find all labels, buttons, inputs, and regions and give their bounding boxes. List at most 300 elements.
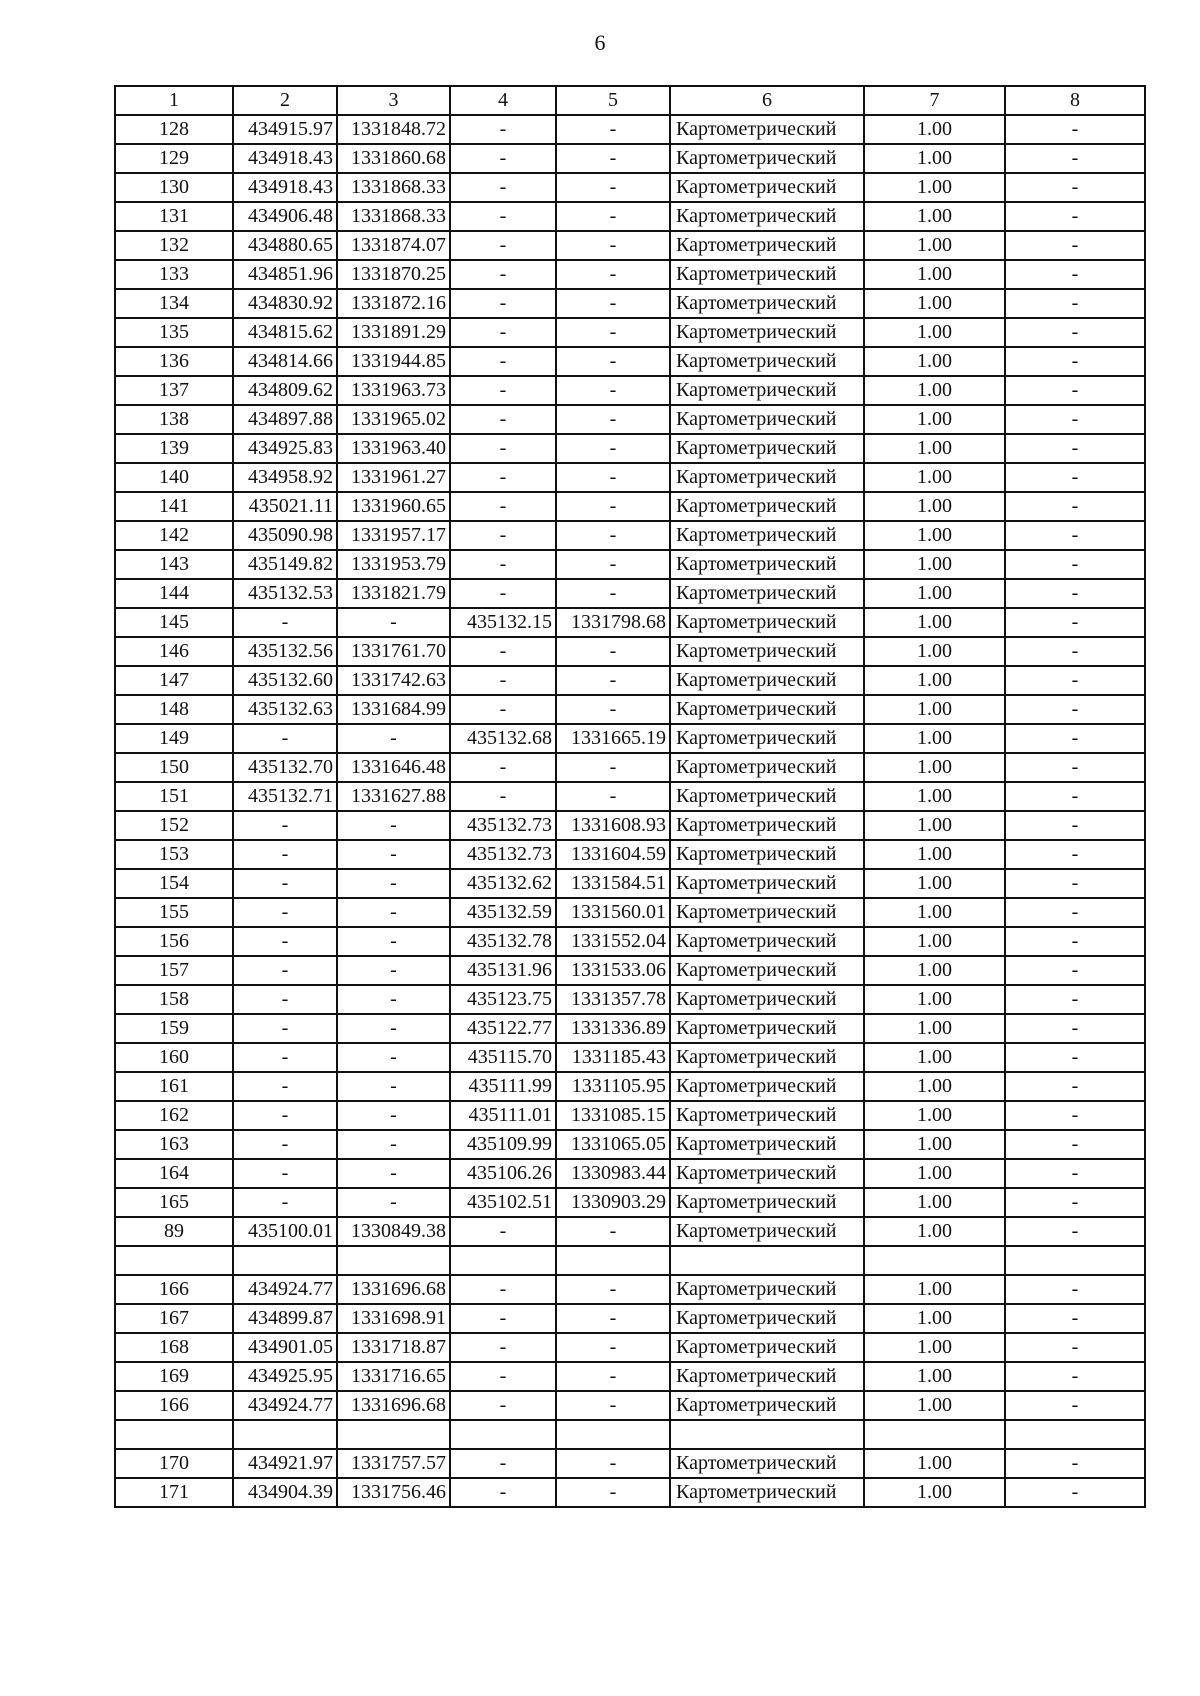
table-cell xyxy=(450,1420,556,1449)
table-cell: 1331868.33 xyxy=(337,202,450,231)
table-cell: Картометрический xyxy=(670,869,864,898)
table-cell: - xyxy=(556,1478,670,1507)
table-cell: 1.00 xyxy=(864,1449,1005,1478)
table-cell: 1331608.93 xyxy=(556,811,670,840)
table-row xyxy=(115,1072,1145,1101)
table-cell: 1331105.95 xyxy=(556,1072,670,1101)
table-cell: 144 xyxy=(115,579,233,608)
table-cell: 1.00 xyxy=(864,1072,1005,1101)
table-cell: Картометрический xyxy=(670,1217,864,1246)
table-cell: 147 xyxy=(115,666,233,695)
table-cell: 434851.96 xyxy=(233,260,337,289)
table-cell: Картометрический xyxy=(670,695,864,724)
table-row xyxy=(115,956,1145,985)
table-cell: - xyxy=(1005,376,1145,405)
table-cell xyxy=(115,1420,233,1449)
table-cell: - xyxy=(1005,1275,1145,1304)
table-cell: 434918.43 xyxy=(233,144,337,173)
table-row xyxy=(115,898,1145,927)
table-cell: - xyxy=(556,1275,670,1304)
table-cell: 152 xyxy=(115,811,233,840)
table-row xyxy=(115,724,1145,753)
table-cell: 1.00 xyxy=(864,1478,1005,1507)
table-row xyxy=(115,492,1145,521)
table-cell: 1331960.65 xyxy=(337,492,450,521)
table-row xyxy=(115,1246,1145,1275)
table-cell: - xyxy=(450,1304,556,1333)
table-cell: Картометрический xyxy=(670,898,864,927)
table-cell: - xyxy=(450,434,556,463)
table-cell: 1.00 xyxy=(864,521,1005,550)
table-cell xyxy=(864,1420,1005,1449)
table-cell: 435149.82 xyxy=(233,550,337,579)
table-cell: 1.00 xyxy=(864,1275,1005,1304)
table-row xyxy=(115,666,1145,695)
table-cell: - xyxy=(1005,1101,1145,1130)
table-cell: 148 xyxy=(115,695,233,724)
table-cell: 434815.62 xyxy=(233,318,337,347)
table-cell: - xyxy=(1005,347,1145,376)
table-cell: 1.00 xyxy=(864,753,1005,782)
table-cell xyxy=(1005,1246,1145,1275)
table-cell xyxy=(233,1246,337,1275)
table-row xyxy=(115,811,1145,840)
table-cell: 1.00 xyxy=(864,1188,1005,1217)
table-cell: 1331742.63 xyxy=(337,666,450,695)
table-cell: 130 xyxy=(115,173,233,202)
table-cell: Картометрический xyxy=(670,144,864,173)
table-cell: - xyxy=(337,1043,450,1072)
table-row xyxy=(115,405,1145,434)
table-cell: - xyxy=(556,173,670,202)
table-cell: - xyxy=(1005,1391,1145,1420)
table-cell: Картометрический xyxy=(670,1304,864,1333)
table-cell: - xyxy=(1005,1362,1145,1391)
table-cell xyxy=(864,1246,1005,1275)
table-row xyxy=(115,463,1145,492)
table-cell: 135 xyxy=(115,318,233,347)
table-row xyxy=(115,1304,1145,1333)
table-cell: Картометрический xyxy=(670,724,864,753)
table-cell: Картометрический xyxy=(670,173,864,202)
table-row xyxy=(115,289,1145,318)
table-cell: 168 xyxy=(115,1333,233,1362)
table-cell: - xyxy=(556,376,670,405)
column-header: 6 xyxy=(670,86,864,115)
table-cell: - xyxy=(450,1217,556,1246)
table-row xyxy=(115,1188,1145,1217)
table-cell: - xyxy=(556,347,670,376)
table-cell: - xyxy=(233,1188,337,1217)
table-cell: Картометрический xyxy=(670,231,864,260)
table-cell: - xyxy=(450,347,556,376)
table-cell: 434904.39 xyxy=(233,1478,337,1507)
table-cell: - xyxy=(556,260,670,289)
table-cell: - xyxy=(1005,405,1145,434)
table-row xyxy=(115,231,1145,260)
table-cell: 1331761.70 xyxy=(337,637,450,666)
table-cell: - xyxy=(450,1362,556,1391)
table-cell: 138 xyxy=(115,405,233,434)
table-row xyxy=(115,1130,1145,1159)
table-cell: 1.00 xyxy=(864,1362,1005,1391)
table-cell: - xyxy=(1005,115,1145,144)
table-cell: 1331336.89 xyxy=(556,1014,670,1043)
table-cell: - xyxy=(556,782,670,811)
table-cell: 140 xyxy=(115,463,233,492)
table-row xyxy=(115,1449,1145,1478)
table-cell: - xyxy=(556,1449,670,1478)
table-cell: 169 xyxy=(115,1362,233,1391)
table-cell: - xyxy=(1005,434,1145,463)
table-cell xyxy=(337,1246,450,1275)
table-row xyxy=(115,1275,1145,1304)
table-cell: Картометрический xyxy=(670,637,864,666)
table-cell: 1.00 xyxy=(864,782,1005,811)
table-cell: - xyxy=(450,463,556,492)
table-cell: 171 xyxy=(115,1478,233,1507)
table-cell: 434897.88 xyxy=(233,405,337,434)
table-cell: 162 xyxy=(115,1101,233,1130)
table-cell: 1.00 xyxy=(864,724,1005,753)
table-cell: Картометрический xyxy=(670,927,864,956)
table-row xyxy=(115,1014,1145,1043)
table-cell: - xyxy=(337,1130,450,1159)
table-cell: 149 xyxy=(115,724,233,753)
table-cell: 1331891.29 xyxy=(337,318,450,347)
table-cell: 1.00 xyxy=(864,318,1005,347)
table-cell: - xyxy=(450,1449,556,1478)
table-row xyxy=(115,1362,1145,1391)
table-cell: - xyxy=(337,869,450,898)
table-row xyxy=(115,869,1145,898)
table-cell: 1331533.06 xyxy=(556,956,670,985)
table-cell: - xyxy=(556,202,670,231)
table-cell: 1331065.05 xyxy=(556,1130,670,1159)
table-cell: - xyxy=(337,608,450,637)
table-row xyxy=(115,1420,1145,1449)
table-cell: - xyxy=(1005,1159,1145,1188)
table-cell xyxy=(450,1246,556,1275)
table-cell: 1.00 xyxy=(864,637,1005,666)
table-cell: Картометрический xyxy=(670,202,864,231)
table-cell: - xyxy=(450,405,556,434)
table-cell: - xyxy=(450,1333,556,1362)
table-cell: 434925.83 xyxy=(233,434,337,463)
table-cell: 156 xyxy=(115,927,233,956)
table-cell: 142 xyxy=(115,521,233,550)
table-cell: 157 xyxy=(115,956,233,985)
table-cell: - xyxy=(233,869,337,898)
column-header: 2 xyxy=(233,86,337,115)
table-cell: 1.00 xyxy=(864,811,1005,840)
table-cell: - xyxy=(556,1391,670,1420)
table-cell: Картометрический xyxy=(670,1159,864,1188)
table-cell: 1331357.78 xyxy=(556,985,670,1014)
table-cell: 141 xyxy=(115,492,233,521)
table-cell: 434830.92 xyxy=(233,289,337,318)
column-header: 3 xyxy=(337,86,450,115)
table-cell: 145 xyxy=(115,608,233,637)
table-cell: - xyxy=(1005,1130,1145,1159)
table-cell: 435132.73 xyxy=(450,811,556,840)
table-cell xyxy=(1005,1420,1145,1449)
table-cell: 434958.92 xyxy=(233,463,337,492)
table-cell: - xyxy=(556,405,670,434)
table-cell: 1.00 xyxy=(864,898,1005,927)
table-row xyxy=(115,1101,1145,1130)
table-cell: 1.00 xyxy=(864,608,1005,637)
table-cell: Картометрический xyxy=(670,1130,864,1159)
table-cell: 435131.96 xyxy=(450,956,556,985)
table-cell: 1330983.44 xyxy=(556,1159,670,1188)
table-cell: Картометрический xyxy=(670,753,864,782)
table-cell: 1.00 xyxy=(864,202,1005,231)
table-cell: 1.00 xyxy=(864,1014,1005,1043)
table-cell: 1.00 xyxy=(864,1159,1005,1188)
table-cell: - xyxy=(1005,1188,1145,1217)
table-cell: 1.00 xyxy=(864,1333,1005,1362)
table-row xyxy=(115,608,1145,637)
table-cell: 1.00 xyxy=(864,985,1005,1014)
table-cell: 1330903.29 xyxy=(556,1188,670,1217)
table-cell: - xyxy=(556,666,670,695)
table-cell: 435106.26 xyxy=(450,1159,556,1188)
table-cell: - xyxy=(1005,318,1145,347)
table-cell: Картометрический xyxy=(670,1478,864,1507)
table-row xyxy=(115,985,1145,1014)
table-cell: 131 xyxy=(115,202,233,231)
table-cell: - xyxy=(556,434,670,463)
table-cell: 1.00 xyxy=(864,927,1005,956)
table-cell: Картометрический xyxy=(670,463,864,492)
table-cell: Картометрический xyxy=(670,956,864,985)
table-cell: Картометрический xyxy=(670,840,864,869)
table-cell: - xyxy=(1005,1333,1145,1362)
table-cell: 159 xyxy=(115,1014,233,1043)
table-cell: 1.00 xyxy=(864,434,1005,463)
table-cell: Картометрический xyxy=(670,985,864,1014)
table-cell: Картометрический xyxy=(670,1043,864,1072)
table-cell: 434901.05 xyxy=(233,1333,337,1362)
table-cell: 1331957.17 xyxy=(337,521,450,550)
table-cell: - xyxy=(233,811,337,840)
table-cell: 1331848.72 xyxy=(337,115,450,144)
table-row xyxy=(115,579,1145,608)
table-cell: 1331552.04 xyxy=(556,927,670,956)
table-cell: Картометрический xyxy=(670,579,864,608)
table-cell: - xyxy=(556,318,670,347)
table-cell: - xyxy=(556,579,670,608)
table-cell: - xyxy=(233,1101,337,1130)
table-row xyxy=(115,318,1145,347)
table-row xyxy=(115,173,1145,202)
table-row xyxy=(115,1159,1145,1188)
table-cell: Картометрический xyxy=(670,289,864,318)
table-cell: - xyxy=(337,1188,450,1217)
table-cell: - xyxy=(450,492,556,521)
table-cell: Картометрический xyxy=(670,1333,864,1362)
table-cell: 1331665.19 xyxy=(556,724,670,753)
table-cell: 435111.01 xyxy=(450,1101,556,1130)
table-cell: 128 xyxy=(115,115,233,144)
table-cell: 1.00 xyxy=(864,695,1005,724)
table-cell: - xyxy=(337,811,450,840)
table-cell: 434915.97 xyxy=(233,115,337,144)
table-cell: 151 xyxy=(115,782,233,811)
table-cell: - xyxy=(337,927,450,956)
table-cell: 1331716.65 xyxy=(337,1362,450,1391)
table-cell: 1331584.51 xyxy=(556,869,670,898)
table-cell: - xyxy=(337,1159,450,1188)
table-cell: - xyxy=(1005,956,1145,985)
table-cell: - xyxy=(233,1014,337,1043)
table-cell: 1.00 xyxy=(864,666,1005,695)
table-cell: - xyxy=(556,492,670,521)
table-cell: - xyxy=(1005,144,1145,173)
table-cell: 1331798.68 xyxy=(556,608,670,637)
table-cell: 1.00 xyxy=(864,260,1005,289)
table-cell: - xyxy=(337,1101,450,1130)
table-cell: - xyxy=(450,753,556,782)
table-cell: - xyxy=(450,231,556,260)
table-cell: - xyxy=(1005,1014,1145,1043)
table-cell: 435132.63 xyxy=(233,695,337,724)
table-cell: 161 xyxy=(115,1072,233,1101)
table-cell: - xyxy=(1005,260,1145,289)
table-cell: 435132.68 xyxy=(450,724,556,753)
table-cell: 1331696.68 xyxy=(337,1275,450,1304)
table-cell: - xyxy=(1005,1478,1145,1507)
table-cell: - xyxy=(233,608,337,637)
table-cell: - xyxy=(233,956,337,985)
table-cell: - xyxy=(1005,231,1145,260)
table-cell: - xyxy=(450,289,556,318)
table-cell: 1331961.27 xyxy=(337,463,450,492)
table-cell: 435132.15 xyxy=(450,608,556,637)
table-cell: 1331965.02 xyxy=(337,405,450,434)
table-cell: - xyxy=(1005,695,1145,724)
table-row xyxy=(115,1217,1145,1246)
table-cell: - xyxy=(450,521,556,550)
table-cell: 1.00 xyxy=(864,1217,1005,1246)
table-cell: - xyxy=(556,463,670,492)
table-cell: 155 xyxy=(115,898,233,927)
page-number: 6 xyxy=(594,30,606,55)
table-row xyxy=(115,550,1145,579)
table-cell: - xyxy=(450,666,556,695)
table-row xyxy=(115,1391,1145,1420)
table-cell: 89 xyxy=(115,1217,233,1246)
table-cell: 1.00 xyxy=(864,463,1005,492)
table-cell: 1331560.01 xyxy=(556,898,670,927)
table-cell: 435090.98 xyxy=(233,521,337,550)
table-cell xyxy=(115,1246,233,1275)
table-cell: 435109.99 xyxy=(450,1130,556,1159)
table-cell: 434906.48 xyxy=(233,202,337,231)
table-cell: Картометрический xyxy=(670,260,864,289)
table-cell: - xyxy=(1005,1043,1145,1072)
table-cell: - xyxy=(450,144,556,173)
table-cell: 1331874.07 xyxy=(337,231,450,260)
table-cell: 1331860.68 xyxy=(337,144,450,173)
table-cell: Картометрический xyxy=(670,1188,864,1217)
table-cell: - xyxy=(450,782,556,811)
table-cell: 137 xyxy=(115,376,233,405)
table-cell: - xyxy=(1005,202,1145,231)
table-cell: - xyxy=(1005,463,1145,492)
table-cell: - xyxy=(450,260,556,289)
table-row xyxy=(115,1043,1145,1072)
table-cell: - xyxy=(450,695,556,724)
table-cell: Картометрический xyxy=(670,115,864,144)
table-cell: Картометрический xyxy=(670,1275,864,1304)
table-cell: - xyxy=(556,289,670,318)
table-cell: Картометрический xyxy=(670,1014,864,1043)
table-cell: - xyxy=(233,927,337,956)
table-cell: - xyxy=(1005,579,1145,608)
table-cell: 435123.75 xyxy=(450,985,556,1014)
column-header: 4 xyxy=(450,86,556,115)
table-cell: 1.00 xyxy=(864,1391,1005,1420)
table-cell: - xyxy=(556,115,670,144)
table-row xyxy=(115,434,1145,463)
table-cell: 154 xyxy=(115,869,233,898)
table-cell: 1.00 xyxy=(864,579,1005,608)
table-cell: - xyxy=(1005,1217,1145,1246)
table-row xyxy=(115,115,1145,144)
table-cell: - xyxy=(450,376,556,405)
table-cell: 134 xyxy=(115,289,233,318)
table-row xyxy=(115,1333,1145,1362)
table-cell: Картометрический xyxy=(670,376,864,405)
table-cell: - xyxy=(337,1014,450,1043)
table-cell: - xyxy=(1005,289,1145,318)
table-cell: 1.00 xyxy=(864,347,1005,376)
table-cell: - xyxy=(556,144,670,173)
table-cell: 435132.78 xyxy=(450,927,556,956)
table-cell: 435132.59 xyxy=(450,898,556,927)
table-cell: 1.00 xyxy=(864,840,1005,869)
table-cell: 434880.65 xyxy=(233,231,337,260)
table-cell: Картометрический xyxy=(670,1391,864,1420)
table-cell: - xyxy=(1005,840,1145,869)
table-cell: 1331698.91 xyxy=(337,1304,450,1333)
table-cell: Картометрический xyxy=(670,811,864,840)
table-cell xyxy=(556,1420,670,1449)
table-cell: 170 xyxy=(115,1449,233,1478)
table-cell: - xyxy=(450,1478,556,1507)
table-cell: 1331696.68 xyxy=(337,1391,450,1420)
table-cell: 1.00 xyxy=(864,289,1005,318)
table-cell: Картометрический xyxy=(670,550,864,579)
table-cell: - xyxy=(337,985,450,1014)
table-cell: - xyxy=(450,173,556,202)
table-cell: - xyxy=(1005,637,1145,666)
table-cell: 434921.97 xyxy=(233,1449,337,1478)
table-row xyxy=(115,637,1145,666)
table-cell: - xyxy=(556,231,670,260)
table-cell: 150 xyxy=(115,753,233,782)
table-cell: - xyxy=(1005,898,1145,927)
table-cell: 434899.87 xyxy=(233,1304,337,1333)
table-row xyxy=(115,347,1145,376)
table-cell: - xyxy=(450,550,556,579)
table-cell: Картометрический xyxy=(670,492,864,521)
table-cell: 1331963.73 xyxy=(337,376,450,405)
table-cell: - xyxy=(1005,1449,1145,1478)
table-cell: 163 xyxy=(115,1130,233,1159)
